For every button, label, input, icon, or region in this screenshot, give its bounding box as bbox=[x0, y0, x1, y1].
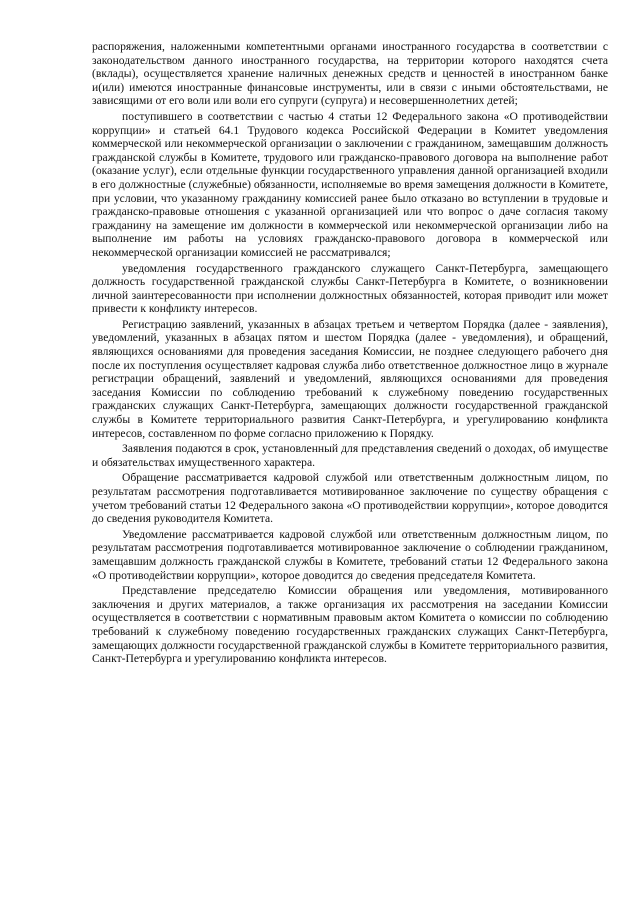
paragraph-1: распоряжения, наложенными компетентными органами иностранного государства в соответствии с законодательством данного иностранного государства, на территории которого находятся счета (вклады), осуществляется хранение наличных денежных средств и ценностей в иностранном банке и(или) имеются иностранные финансовые инструменты, или в связи с иными обстоятельствами, не зависящими от его воли или воли его супруги (супруга) и несовершеннолетних детей; bbox=[92, 40, 608, 108]
paragraph-2: поступившего в соответствии с частью 4 статьи 12 Федерального закона «О противодействии коррупции» и статьей 64.1 Трудового кодекса Российской Федерации в Комитет уведомления коммерческой или некоммерческой организации о заключении с гражданином, замещавшим должность гражданской службы в Комитете, трудового или гражданско-правового договора на выполнение работ (оказание услуг), если отдельные функции государственного управления данной организацией входили в его должностные (служебные) обязанности, исполняемые во время замещения должности в Комитете, при условии, что указанному гражданину комиссией ранее было отказано во вступлении в трудовые и гражданско-правовые отношения с указанной организацией или что вопрос о даче согласия такому гражданину на замещение им должности в коммерческой или некоммерческой организации либо на выполнение им работы на условиях гражданско-правового договора в коммерческой или некоммерческой организации комиссией не рассматривался; bbox=[92, 109, 608, 259]
paragraph-3: уведомления государственного гражданского служащего Санкт-Петербурга, замещающего должность государственной гражданской службы Санкт-Петербурга в Комитете, о возникновении личной заинтересованности при исполнении должностных обязанностей, которая приводит или может привести к конфликту интересов. bbox=[92, 261, 608, 316]
paragraph-7: Уведомление рассматривается кадровой службой или ответственным должностным лицом, по результатам рассмотрения подготавливается мотивированное заключение о соблюдении гражданином, замещавшим должность гражданской службы в Комитете, требований статьи 12 Федерального закона «О противодействии коррупции», которое доводится до сведения председателя Комитета. bbox=[92, 527, 608, 582]
paragraph-8: Представление председателю Комиссии обращения или уведомления, мотивированного заключения и других материалов, а также организация их рассмотрения на заседании Комиссии осуществляется в соответствии с нормативным правовым актом Комитета о комиссии по соблюдению требований к служебному поведению государственных гражданских служащих Санкт-Петербурга, замещающих должности государственной гражданской службы в Комитете территориального развития, Санкт-Петербурга и урегулированию конфликта интересов. bbox=[92, 584, 608, 666]
paragraph-6: Обращение рассматривается кадровой службой или ответственным должностным лицом, по результатам рассмотрения подготавливается мотивированное заключение по существу обращения с учетом требований статьи 12 Федерального закона «О противодействии коррупции», которое доводится до сведения руководителя Комитета. bbox=[92, 471, 608, 526]
document-body bbox=[92, 40, 608, 668]
paragraph-4: Регистрацию заявлений, указанных в абзацах третьем и четвертом Порядка (далее - заявления), уведомлений, указанных в абзацах пятом и шестом Порядка (далее - уведомления), и обращений, являющихся основаниями для проведения заседания Комиссии, не позднее следующего рабочего дня после их поступления осуществляет кадровая служба либо ответственное должностное лицо в журнале регистрации обращений, заявлений и уведомлений, являющихся основаниями для проведения заседания Комиссии по соблюдению требований к служебному поведению государственных гражданских служащих Санкт-Петербурга, замещающих должности государственной гражданской службы в Комитете территориального развития Санкт-Петербурга, и урегулированию конфликта интересов, составленном по форме согласно приложению к Порядку. bbox=[92, 317, 608, 440]
paragraph-5: Заявления подаются в срок, установленный для представления сведений о доходах, об имуществе и обязательствах имущественного характера. bbox=[92, 442, 608, 469]
